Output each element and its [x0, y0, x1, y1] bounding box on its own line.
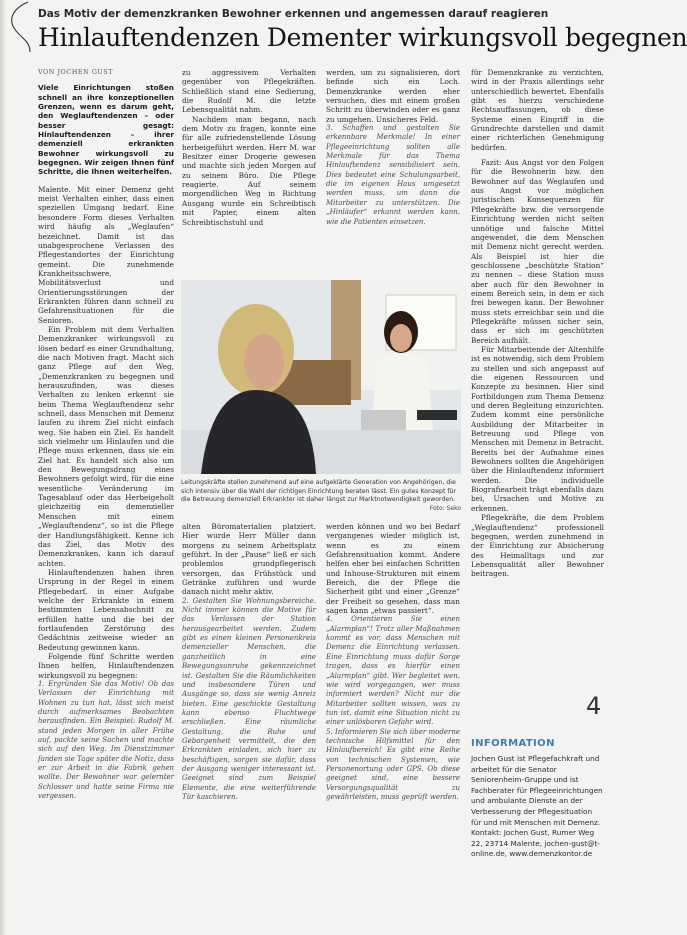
- text-column-3-bottom: [326, 522, 460, 930]
- text-column-1: [38, 68, 174, 930]
- body-paragraph: Fazit: Aus Angst vor den Folgen für die Bewohnerin bzw. den Bewohner auf das Weglaufen und aus Angst vor möglichen juristischen Konsequenzen für Pflegekräfte bzw. die versorgende Einrichtung werden nicht selten unnötige und falsche Mittel angewendet, die dem Menschen mit Demenz nicht gerecht werden. Als Beispiel ist hier die geschlossene „beschützte Station“ zu nennen – diese Station muss aber auch für den Bewohner in einem Bereich sein, in dem er sich frei bewegen kann. Der Bewohner muss stets erreichbar sein und die Pflegekräfte müssen sicher sein, dass er sich im geschützten Bereich aufhält.: [471, 158, 604, 345]
- body-paragraph: werden können und wo bei Bedarf vergangenes wieder möglich ist, wenn es zu einem Gefahrensituation kommt. Andere helfen eher bei einfachen Schritten und Inhouse-Strukturen mit einem Bereich, die der Pflege die Sicherheit gibt und einer „Grenze“ der Freiheit so gesehen, dass man sagen kann „etwas passiert“.: [326, 522, 460, 616]
- info-text: Jochen Gust ist Pflegefachkraft und arbeitet für die Senator Seniorenheim-Gruppe und ist Fachberater für Pflegeeinrichtungen und ambulante Dienste an der Verbesserung der Pflegesituation für und mit Menschen mit Demenz. Kontakt: Jochen Gust, Rumer Weg 22, 23714 Malente, jochen-gust@t-online.de, www.demenzkontor.de: [471, 754, 603, 859]
- body-paragraph: Folgende fünf Schritte werden Ihnen helfen, Hinlauftendenzen wirkungsvoll zu begegnen:: [38, 651, 174, 680]
- margin-curve-mark: [0, 0, 40, 60]
- step-paragraph: 5. Informieren Sie sich über moderne technische Hilfsmittel für den Hinlaufbereich! Es gibt eine Reihe von technischen Systemen, wie Personenortung oder GPS. Ob diese geeignet sind, eine bessere Versorgungsqualität zu gewährleisten, muss geprüft werden.: [326, 727, 460, 801]
- text-column-2-top: [182, 68, 316, 280]
- step-paragraph: 4. Orientieren Sie einen „Alarmplan“! Trotz aller Maßnahmen kommt es vor, dass Menschen mit Demenz die Einrichtung verlassen. Eine Einrichtung muss dafür Sorge tragen, dass es hierfür einen „Alarmplan“ gibt. Wer begleitet wen, wie wird vorgegangen, wer muss informiert werden? Nicht nur die Mitarbeiter sollten wissen, was zu tun ist, damit eine Situation nicht zu einer unlösbaren Gefahr wird.: [326, 615, 460, 727]
- info-box: [471, 738, 604, 930]
- intro-paragraph: Viele Einrichtungen stoßen schnell an ihre konzeptionellen Grenzen, wenn es darum geht, den Weglauftendenzen – oder besser gesagt: Hinlauftendenzen – ihrer demenziell erkrankten Bewohner wirkungsvoll zu begegnen. Wir zeigen Ihnen fünf Schritte, die Ihnen weiterhelfen.: [38, 83, 174, 177]
- body-paragraph: Ein Problem mit dem Verhalten Demenzkranker wirkungsvoll zu lösen bedarf es einer Grundhaltung, die nach Motiven fragt. Macht sich ganz Pflege auf den Weg, „Demenzkranken zu begegnen und herauszufinden, was dieses Verhalten zu lenken erkennt sie beim Thema Weglauftendenz sehr schnell, dass Menschen mit Demenz laufen zu ihrem Ziel nicht einfach weg. Sie haben ein Ziel. Es handelt sich vielmehr um Hinlaufen und die Pflege muss erkennen, dass sie ein Ziel hat. Es handelt sich also um den Bewegungsdrang eines Bewohners gefolgt wird, für die eine wesentliche Veränderung im Tagesablauf oder das Herbeigeholt gleichzeitig ein demenzieller Menschen mit einem „Weglauftendenz“, so ist die Pflege der Handlungsfähigkeit. Kenne ich das Ziel, das Motiv des Demenzkranken, kann ich darauf achten.: [38, 324, 174, 568]
- article-photo: [181, 280, 461, 474]
- caption-text: Leitungskräfte stellen zunehmend auf eine aufgeklärte Generation von Angehörigen, die sich intensiv über die Wahl der richtigen Einrichtung beraten lässt. Ein gutes Konzept für die Betreuung demenziell Erkrankter ist daher längst zur Marktnotwendigkeit geworden.: [181, 479, 456, 504]
- body-paragraph: Hinlauftendenzen haben ihren Ursprung in der Regel in einem Pflegebedarf, in einer Aufgabe welche der Erkrankte in einem bestimmten Lebensabschnitt zu erfüllen hatte und die bei der fortlaufenden Zerstörung des Gedächtnis zeitweise wieder an Bedeutung gewinnen kann.: [38, 567, 174, 652]
- photo-illustration: [181, 280, 461, 474]
- body-paragraph: Pflegekräfte, die dem Problem „Weglauftendenz“ professionell begegnen, werden zunehmend in der Einrichtung zur Absicherung des Heimalltags und zur Lebensqualität aller Bewohner beitragen.: [471, 513, 604, 579]
- photo-credit: Foto: Seko: [429, 504, 461, 512]
- body-paragraph: Nachdem man begann, nach dem Motiv zu fragen, konnte eine für alle zufriedenstellende Lösung herbeigeführt werden. Herr M. war Besitzer einer Drogerie gewesen und machte sich jeden Morgen auf zu seinem Büro. Die Pflege reagierte. Auf seinem morgendlichen Weg in Richtung Ausgang wurde ein Schreibtisch mit Papier, einem alten Schreibtischstuhl und: [182, 114, 316, 227]
- body-paragraph: Malente. Mit einer Demenz geht meist Verhalten einher, dass einen speziellen Umgang bedarf. Eine besondere Form dieses Verhalten wird häufig als „Weglaufen“ bezeichnet. Damit ist das unabgesprochene Verlassen des Pflegestandortes der Einrichtung gemeint. Die zunehmende Krankheitsschwere, Mobilitätsverlust und Orientierungsstörungen der Erkrankten führen dann schnell zu Gefahrensituationen für die Senioren.: [38, 184, 174, 325]
- step-paragraph: 1. Ergründen Sie das Motiv! Ob das Verlassen der Einrichtung mit Wohnen zu tun hat, lässt sich meist durch aufmerksames Beobachten herausfinden. Ein Beispiel: Rudolf M. stand jeden Morgen in aller Frühe auf, packte seine Sachen und machte sich auf den Weg. Im Dienstzimmer fanden sie Tage später die Notiz, dass er zur Arbeit in die Fabrik gehen wollte. Der Bewohner war gelernter Schlosser und hatte seine Firma nie vergessen.: [38, 680, 174, 801]
- text-column-3-top: [326, 68, 460, 280]
- article-headline: Hinlauftendenzen Dementer wirkungsvoll begegnen: [38, 23, 687, 52]
- step-paragraph: 2. Gestalten Sie Wohnungsbereiche. Nicht immer können die Motive für das Verlassen der Station herausgearbeitet werden. Zudem gibt es einen kleinen Personenkreis demenzieller Menschen, die ganzheitlich in eine Bewegungsunruhe gekennzeichnet ist. Gestalten Sie die Räumlichkeiten und insbesondere Türen und Ausgänge so, dass sie wenig Anreiz bieten. Eine geschickte Gestaltung kann ebenso Fluchtwege erschließen. Eine räumliche Gestaltung, die Ruhe und Geborgenheit vermittelt, die den Erkrankten einladen, sich hier zu beschäftigen, sorgen sie dafür, dass der Ausgang weniger interessant ist. Geeignet sind zum Beispiel Elemente, die eine weiterführende Tür kaschieren.: [182, 596, 316, 801]
- scan-edge: [0, 0, 6, 935]
- step-paragraph: 3. Schaffen und gestalten Sie erkennbare Merkmale! In einer Pflegeeinrichtung sollten alle Merkmale für das Thema Hinlauftendenz sensibilisiert sein. Dies bedeutet eine Schulungsarbeit, die im eigenen Haus umgesetzt werden muss, um dann die Mitarbeiter zu unterstützen. Die „Hinläufer“ erkannt werden kann, wie die Patienten einsetzen.: [326, 124, 460, 226]
- text-column-2-bottom: [182, 522, 316, 930]
- body-paragraph: Für Mitarbeitende der Altenhilfe ist es notwendig, sich dem Problem zu stellen und sich angepasst auf die eigenen Ressourcen und Konzepte zu besinnen. Hier sind Fortbildungen zum Thema Demenz und deren Begleitung einzurichten. Zudem kommt eine persönliche Ausbildung der Mitarbeiter in Betreuung und Pflege von Menschen mit Demenz in Betracht. Bereits bei der Aufnahme eines Bewohners sollten die Angehörigen über die Hinlauftendenz informiert werden. Die individuelle Biografiearbeit trägt ebenfalls dazu bei, Ursachen und Motive zu erkennen.: [471, 344, 604, 513]
- body-paragraph: alten Büromaterialien platziert. Hier wurde Herr Müller dann morgens zu seinem Arbeitsplatz geführt. In der „Pause“ ließ er sich problemlos grundpflegerisch versorgen, das Frühstück und Getränke zuführen und wurde danach nicht mehr aktiv.: [182, 522, 316, 597]
- byline: VON JOCHEN GUST: [38, 69, 114, 76]
- body-paragraph: werden, um zu signalisieren, dort befinde sich ein Loch. Demenzkranke werden eher versuchen, dies mit einem großen Schritt zu überwinden oder es ganz zu umgehen. Unsicheres Feld.: [326, 68, 460, 124]
- body-paragraph: zu aggressivem Verhalten gegenüber von Pflegekräften. Schließlich stand eine Sedierung, die Rudolf M. die letzte Lebensqualität nahm.: [182, 68, 316, 115]
- page-marker: 4: [586, 692, 602, 720]
- article-kicker: Das Motiv der demenzkranken Bewohner erkennen und angemessen darauf reagieren: [38, 8, 549, 20]
- photo-caption: [181, 479, 461, 513]
- info-title: INFORMATION: [471, 738, 555, 749]
- body-paragraph: für Demenzkranke zu verzichten, wird in der Praxis allerdings sehr unterschiedlich bewertet. Ebenfalls gibt es hierzu verschiedene Rechtsauffassungen, ob diese Systeme einen Eingriff in die Grundrechte darstellen und damit einer richterlichen Genehmigung bedürfen.: [471, 68, 604, 152]
